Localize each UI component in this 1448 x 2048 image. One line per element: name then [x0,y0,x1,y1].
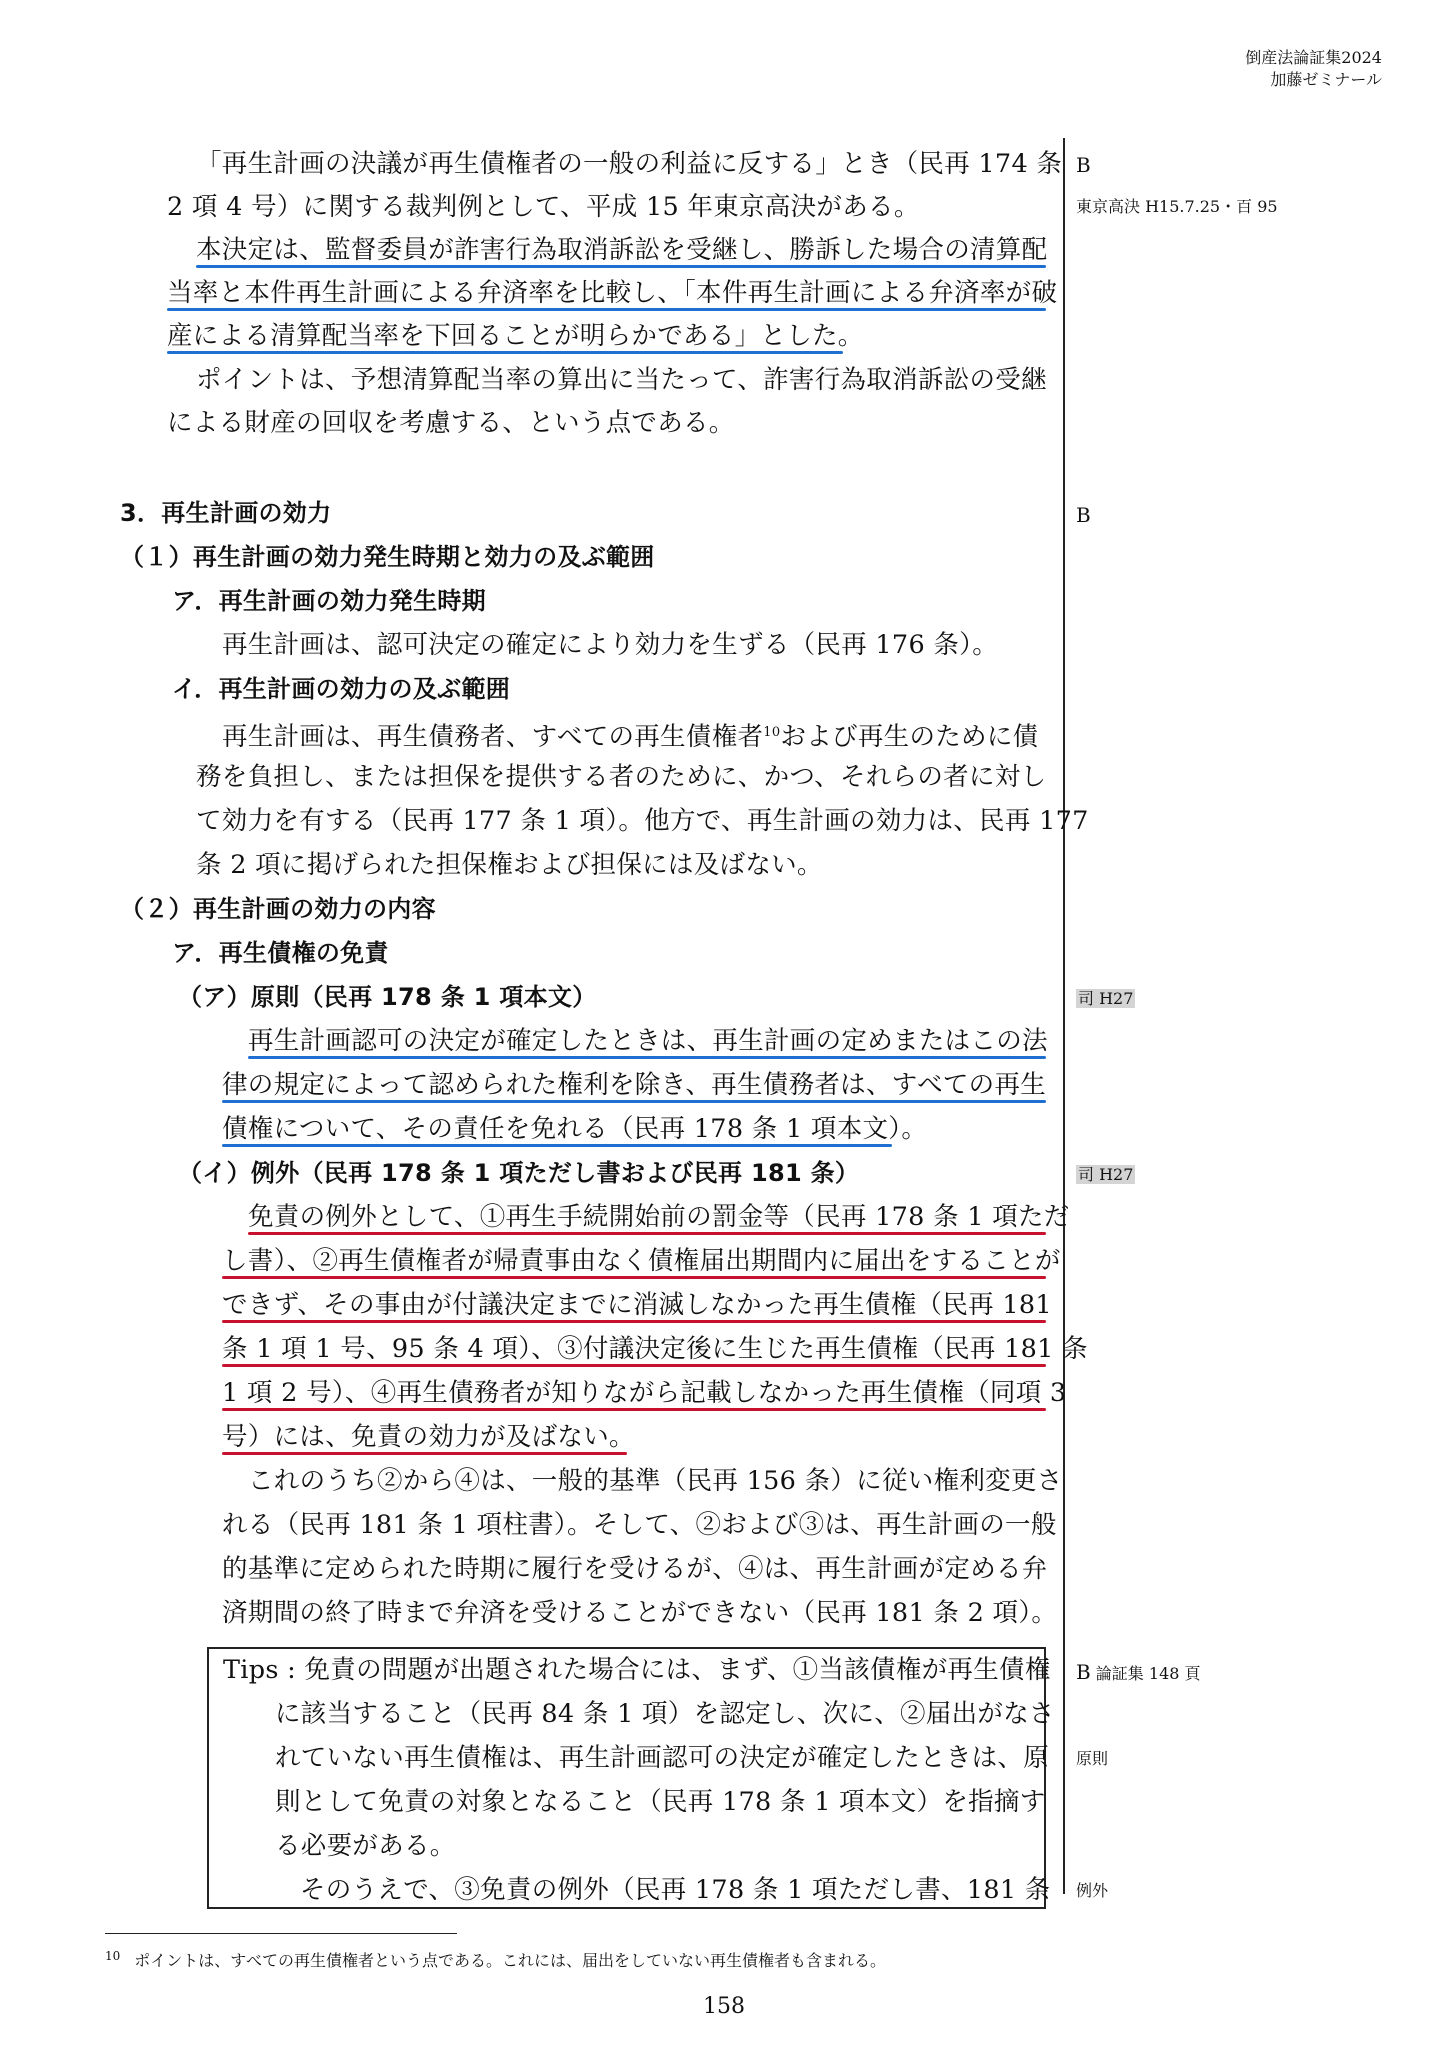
tips-line: 則として免責の対象となること（民再 178 条 1 項本文）を指摘す [275,1787,1046,1817]
footnote-number: 10 [105,1948,121,1963]
text-line: 当率と本件再生計画による弁済率を比較し、「本件再生計画による弁済率が破 [167,278,1058,308]
item-heading: イ．再生計画の効力の及ぶ範囲 [172,675,511,703]
footnote [105,1948,886,1971]
highlight-underline [248,1232,1046,1235]
footnote-rule [105,1933,457,1934]
tips-box [207,1647,1046,1909]
highlight-underline [196,265,1046,268]
margin-reference: B 論証集 148 頁 [1076,1660,1201,1684]
text-line: 産による清算配当率を下回ることが明らかである」とした。 [167,321,864,351]
text-line: 的基準に定められた時期に履行を受けるが、④は、再生計画が定める弁 [222,1554,1048,1584]
text-line: 再生計画認可の決定が確定したときは、再生計画の定めまたはこの法 [248,1026,1048,1056]
footnote-ref: 10 [763,725,781,740]
margin-tag: 司 H27 [1078,989,1134,1008]
highlight-underline [167,351,843,354]
subsection-heading: （１）再生計画の効力発生時期と効力の及ぶ範囲 [120,543,655,571]
text-line: て効力を有する（民再 177 条 1 項）。他方で、再生計画の効力は、民再 177 [196,806,1089,836]
highlight-underline [222,1144,892,1147]
text-line: 済期間の終了時まで弁済を受けることができない（民再 181 条 2 項）。 [222,1598,1058,1628]
text-line: 条 1 項 1 号、95 条 4 項）、③付議決定後に生じた再生債権（民再 181 条 [222,1334,1088,1364]
text-line: 免責の例外として、①再生手続開始前の罰金等（民再 178 条 1 項ただ [248,1202,1070,1232]
section-heading: 3．再生計画の効力 [120,499,332,527]
highlight-underline [222,1100,1046,1103]
tips-line: Tips : 免責の問題が出題された場合には、まず、①当該債権が再生債権 [223,1655,1051,1685]
text-line: 2 項 4 号）に関する裁判例として、平成 15 年東京高決がある。 [167,192,920,222]
tips-line: に該当すること（民再 84 条 1 項）を認定し、次に、②届出がなさ [275,1699,1055,1729]
tips-line: れていない再生債権は、再生計画認可の決定が確定したときは、原 [275,1743,1050,1773]
text-line: れる（民再 181 条 1 項柱書）。そして、②および③は、再生計画の一般 [222,1510,1057,1540]
text-line: 再生計画は、再生債務者、すべての再生債権者$^{10}$および再生のために債 [222,722,1039,752]
item-heading: （イ）例外（民再 178 条 1 項ただし書および民再 181 条） [178,1159,860,1187]
margin-rank: B [1076,503,1091,527]
subsection-heading: （２）再生計画の効力の内容 [120,895,436,923]
text-line: 律の規定によって認められた権利を除き、再生債務者は、すべての再生 [222,1070,1047,1100]
highlight-underline [222,1320,1046,1323]
text-line: 債権について、その責任を免れる（民再 178 条 1 項本文）。 [222,1114,928,1144]
text-line: これのうち②から④は、一般的基準（民再 156 条）に従い権利変更さ [248,1466,1063,1496]
item-heading: （ア）原則（民再 178 条 1 項本文） [178,983,597,1011]
text-line: し書）、②再生債権者が帰責事由なく債権届出期間内に届出をすることが [222,1246,1061,1276]
item-heading: ア．再生計画の効力発生時期 [172,587,486,615]
margin-note: 例外 [1076,1881,1109,1900]
text-line: できず、その事由が付議決定までに消滅しなかった再生債権（民再 181 [222,1290,1052,1320]
tips-line: そのうえで、③免責の例外（民再 178 条 1 項ただし書、181 条 [300,1875,1051,1905]
margin-divider [1063,138,1065,1894]
text-line: 本決定は、監督委員が詐害行為取消訴訟を受継し、勝訴した場合の清算配 [196,235,1048,265]
header-title: 倒産法論証集2024 [1245,48,1382,67]
highlight-underline [222,1452,627,1455]
margin-citation: 東京高決 H15.7.25・百 95 [1076,197,1278,216]
margin-rank: B [1076,153,1091,177]
margin-tag: 司 H27 [1078,1165,1134,1184]
text-line: 再生計画は、認可決定の確定により効力を生ずる（民再 176 条）。 [222,630,999,660]
page-number: 158 [703,1994,745,2019]
text-line: による財産の回収を考慮する、という点である。 [167,408,735,438]
margin-note: 原則 [1076,1749,1109,1768]
text-line: 条 2 項に掲げられた担保権および担保には及ばない。 [196,850,823,880]
highlight-underline [248,1056,1046,1059]
item-heading: ア．再生債権の免責 [172,939,389,967]
text-line: 務を負担し、または担保を提供する者のために、かつ、それらの者に対し [196,762,1047,792]
highlight-underline [222,1408,1046,1411]
tips-line: る必要がある。 [275,1831,456,1861]
footnote-text: ポイントは、すべての再生債権者という点である。これには、届出をしていない再生債権者も含まれる。 [134,1951,886,1970]
text-line: ポイントは、予想清算配当率の算出に当たって、詐害行為取消訴訟の受継 [196,365,1047,395]
header-seminar: 加藤ゼミナール [1270,70,1382,89]
highlight-underline [167,308,1046,311]
text-line: 1 項 2 号）、④再生債務者が知りながら記載しなかった再生債権（同項 3 [222,1378,1067,1408]
text-line: 号）には、免責の効力が及ばない。 [222,1422,635,1452]
highlight-underline [222,1364,1046,1367]
text-line: 「再生計画の決議が再生債権者の一般の利益に反する」とき（民再 174 条 [196,149,1063,179]
highlight-underline [222,1276,1046,1279]
